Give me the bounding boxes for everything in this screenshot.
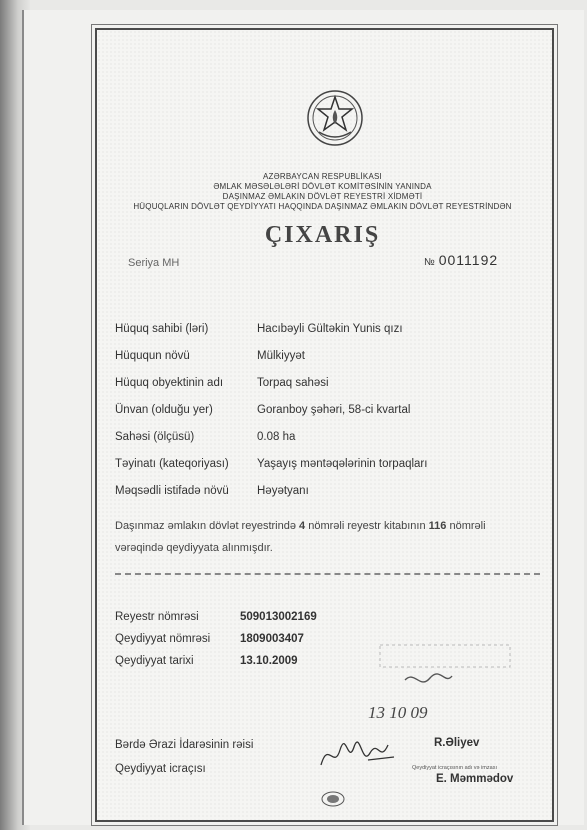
note-text-1: Daşınmaz əmlakın dövlət reyestrində (115, 520, 300, 532)
state-emblem-icon (305, 88, 365, 148)
series-label: Seriya MH (128, 257, 180, 269)
footer-head-label: Bərdə Ərazi İdarəsinin rəisi (115, 739, 254, 751)
field-value-object-name: Torpaq sahəsi (257, 377, 329, 389)
note-text-3: nömrəli (446, 520, 486, 532)
field-label-object-name: Hüquq obyektinin adı (115, 377, 224, 389)
field-value-purpose: Yaşayış məntəqələrinin torpaqları (257, 458, 428, 470)
registry-label-date: Qeydiyyat tarixi (115, 655, 194, 667)
registry-label-number: Reyestr nömrəsi (115, 611, 199, 623)
field-label-purpose: Təyinatı (kateqoriyası) (115, 458, 229, 470)
footer-head-name: R.Əliyev (434, 737, 480, 749)
note-text-2: nömrəli reyestr kitabının (305, 520, 429, 532)
note-page-number: 116 (428, 520, 447, 532)
bottom-seal-icon (320, 790, 346, 808)
head-signature (318, 735, 398, 775)
field-value-owner: Hacıbəyli Gültəkin Yunis qızı (257, 323, 403, 335)
field-value-right-type: Mülkiyyət (257, 350, 305, 362)
field-value-usage: Həyətyanı (257, 485, 309, 497)
footer-clerk-name: E. Məmmədov (436, 773, 514, 785)
header-line-2: ƏMLAK MƏSƏLƏLƏRİ DÖVLƏT KOMİTƏSİNİN YANINDA (213, 182, 432, 191)
note-book-number: 4 (299, 520, 306, 532)
header-line-4: HÜQUQLARIN DÖVLƏT QEYDİYYATI HAQQINDA DAŞINMAZ ƏMLAKIN DÖVLƏT REYESTRİNDƏN (133, 202, 512, 211)
field-label-address: Ünvan (olduğu yer) (115, 404, 213, 416)
divider (115, 573, 540, 575)
field-label-right-type: Hüququn növü (115, 350, 190, 362)
field-label-owner: Hüquq sahibi (ləri) (115, 323, 209, 335)
header-line-1: AZƏRBAYCAN RESPUBLİKASI (263, 172, 382, 181)
field-label-area: Sahəsi (ölçüsü) (115, 431, 195, 443)
field-label-usage: Məqsədli istifadə növü (115, 485, 229, 497)
footer-tiny-note: Qeydiyyat icraçısının adı və imzası (412, 765, 497, 771)
document-number (424, 252, 498, 268)
document-title: ÇIXARIŞ (264, 222, 381, 248)
registry-value-date: 13.10.2009 (240, 655, 298, 667)
stamp-date: 13 10 09 (368, 703, 428, 722)
registry-value-number: 509013002169 (240, 611, 317, 623)
footer-clerk-label: Qeydiyyat icraçısı (115, 763, 206, 775)
registration-stamp (360, 640, 530, 725)
field-value-area: 0.08 ha (257, 431, 296, 443)
registration-note (115, 515, 540, 559)
header-line-3: DAŞINMAZ ƏMLAKIN DÖVLƏT REYESTRİ XİDMƏTİ (222, 192, 423, 201)
number-value: 0011192 (438, 252, 499, 268)
registry-label-reg-number: Qeydiyyat nömrəsi (115, 633, 211, 645)
field-value-address: Goranboy şəhəri, 58-ci kvartal (257, 404, 411, 416)
number-prefix: № (424, 257, 436, 268)
note-text-4: vərəqində qeydiyyata alınmışdır. (115, 542, 273, 554)
registry-value-reg-number: 1809003407 (240, 633, 304, 645)
